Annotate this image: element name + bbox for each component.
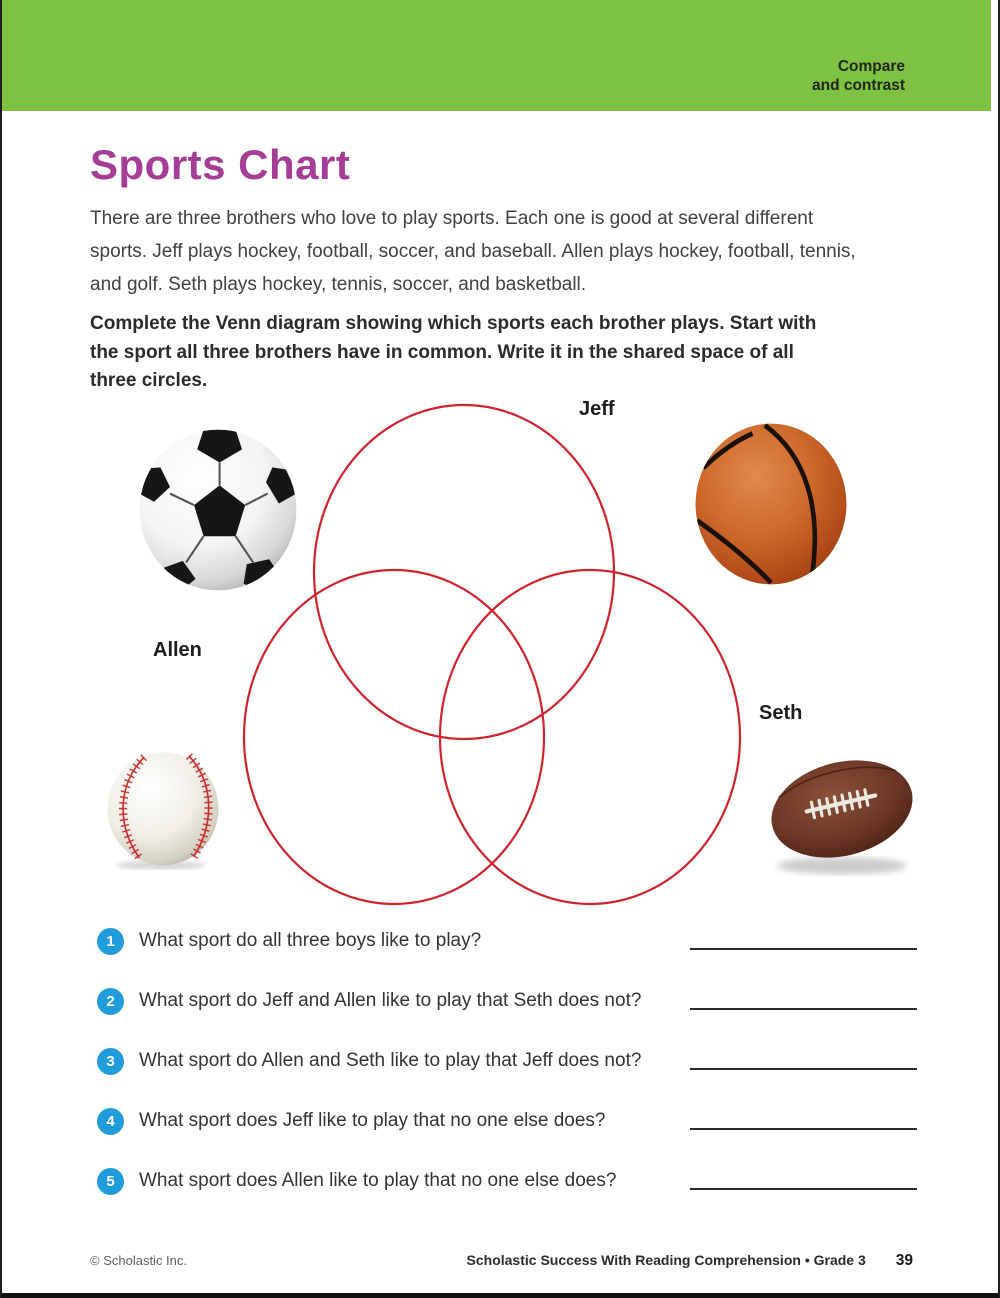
question-text: What sport do all three boys like to play? (139, 930, 482, 951)
intro-line: There are three brothers who love to play sports. Each one is good at several different (90, 208, 814, 229)
instructions-line: Complete the Venn diagram showing which sports each brother plays. Start with (90, 313, 817, 334)
answer-line (690, 948, 917, 950)
copyright-text: © Scholastic Inc. (90, 1253, 188, 1268)
answer-line (690, 1068, 917, 1070)
page-number: 39 (895, 1252, 913, 1269)
question-text: What sport do Jeff and Allen like to play that Seth does not? (139, 990, 642, 1011)
basketball-image (694, 422, 848, 586)
answer-line (690, 1128, 917, 1130)
page-footer (90, 1252, 913, 1270)
question-list (2, 911, 1000, 1211)
intro-line: and golf. Seth plays hockey, tennis, soccer, and basketball. (90, 274, 587, 295)
question-text: What sport does Jeff like to play that no one else does? (139, 1110, 606, 1131)
intro-paragraph (90, 202, 856, 301)
answer-line (690, 1008, 917, 1010)
page-title: Sports Chart (90, 141, 351, 188)
skill-tag-line1: Compare (837, 58, 905, 75)
page-bottom-edge (2, 1293, 998, 1298)
baseball-image (104, 750, 222, 870)
question-row (2, 911, 1000, 971)
question-number-badge: 3 (97, 1048, 124, 1075)
question-row (2, 1031, 1000, 1091)
venn-label-jeff: Jeff (579, 398, 615, 420)
answer-line (690, 1188, 917, 1190)
question-number-badge: 1 (97, 928, 124, 955)
instructions-line: the sport all three brothers have in common. Write it in the shared space of all (90, 341, 794, 363)
series-title: Scholastic Success With Reading Comprehension • Grade 3 (466, 1252, 866, 1268)
football-image (764, 738, 920, 880)
skill-tag-line2: and contrast (811, 77, 905, 94)
question-number-badge: 4 (97, 1108, 124, 1135)
question-number-badge: 5 (97, 1168, 124, 1195)
question-text: What sport does Allen like to play that no one else does? (139, 1170, 617, 1191)
question-number-badge: 2 (97, 988, 124, 1015)
question-row (2, 1091, 1000, 1151)
question-row (2, 971, 1000, 1031)
venn-label-allen: Allen (153, 639, 202, 661)
skill-tag-banner (2, 0, 991, 111)
instructions-paragraph (90, 310, 816, 396)
question-text: What sport do Allen and Seth like to play that Jeff does not? (139, 1050, 642, 1071)
question-row (2, 1151, 1000, 1211)
soccer-ball-image (138, 428, 298, 592)
intro-line: sports. Jeff plays hockey, football, soccer, and baseball. Allen plays hockey, football, tennis, (90, 241, 856, 262)
instructions-line: three circles. (90, 370, 208, 391)
venn-diagram (2, 390, 1000, 920)
venn-label-seth: Seth (759, 702, 803, 724)
